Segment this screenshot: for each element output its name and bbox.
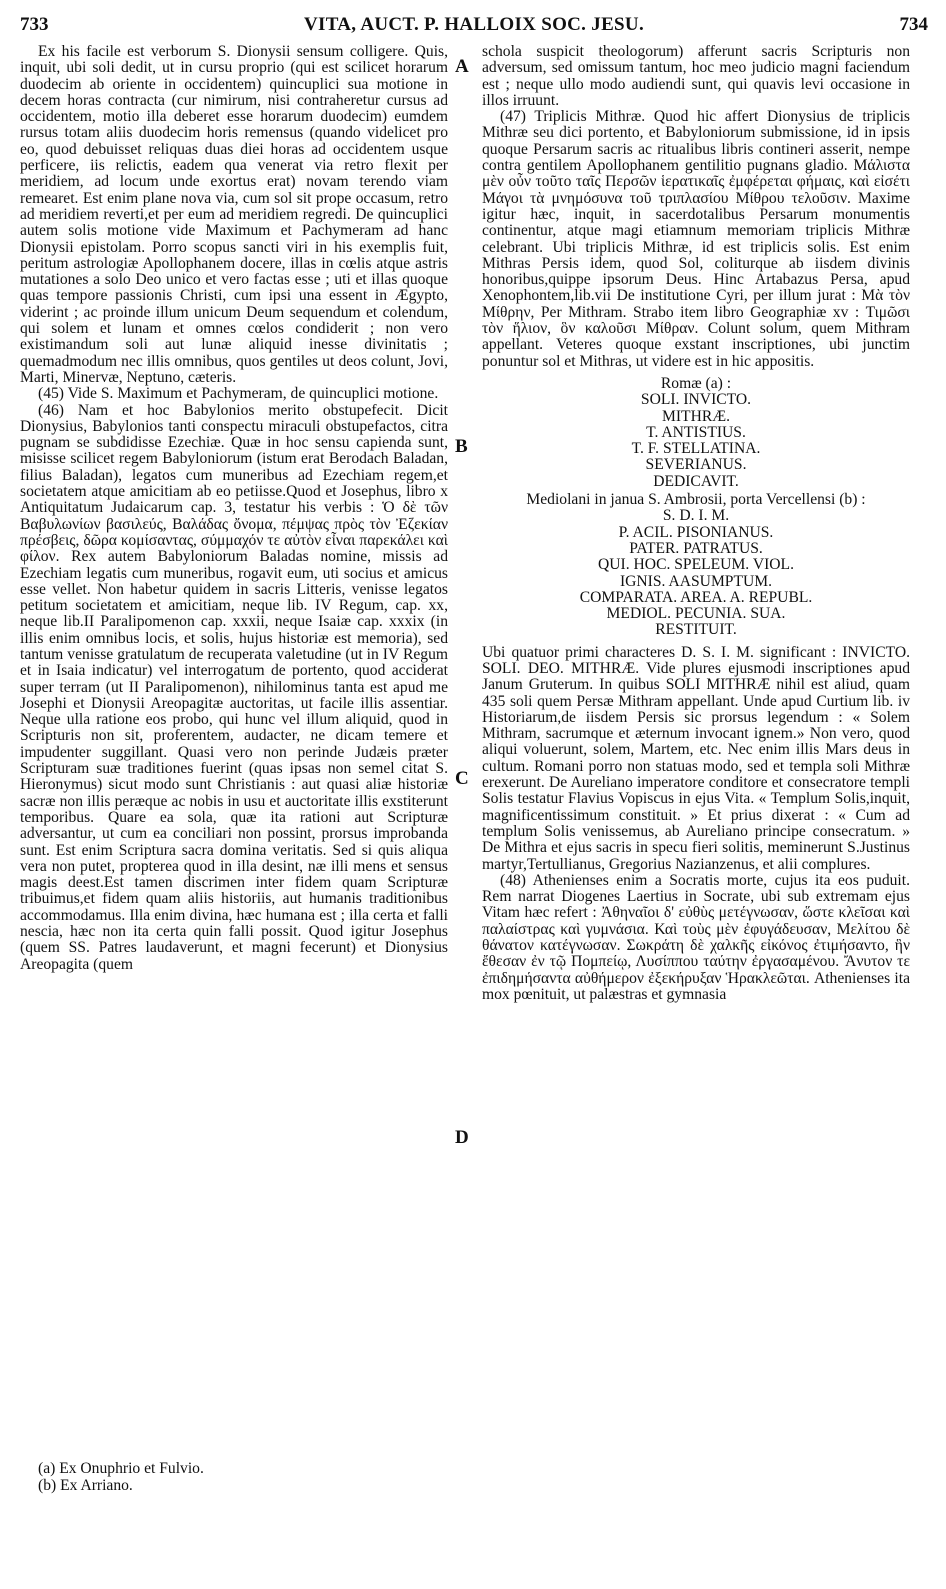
inscription-line: RESTITUIT.	[655, 621, 737, 639]
margin-marker-c: C	[455, 768, 469, 789]
right-page-number: 734	[899, 14, 928, 35]
paragraph: (45) Vide S. Maximum et Pachymeram, de quincuplici motione.	[38, 385, 439, 403]
footnotes	[38, 1460, 204, 1494]
inscription-line: SOLI. INVICTO.	[640, 391, 752, 409]
paragraph: (48) Athenienses enim a Socratis morte, cujus ita eos puduit. Rem narrat Diogenes Laertius in Socrate, ubi sub extremam ejus Vitam hæc refert : Ἀθηναῖοι δ' εὐθὺς μετέγνωσαν, ὥστε κλεῖσαι καὶ παλαίστρας καὶ γυμνάσια. Καὶ τοὺς μὲν ἐφυγάδευσαν, Μελίτου δὲ θάνατον κατέγνωσαν. Σωκράτη δὲ χαλκῆς εἰκόνος ἐτιμήσαντο, ἣν ἔθεσαν ἐν τῷ Πομπείῳ, Λυσίππου ταύτην ἐργασαμένου. Ἄνυτον τε ἐπιδημήσαντα αὐθήμερον ἐξεκήρυξαν Ἡρακλεῶται. Athenienses ita mox pœnituit, ut palæstras et gymnasia	[482, 871, 910, 1003]
inscription-heading: Romæ (a) :	[660, 374, 732, 392]
inscription-line: T. F. STELLATINA.	[631, 440, 761, 458]
paragraph: Ubi quatuor primi characteres D. S. I. M. significant : INVICTO. SOLI. DEO. MITHRÆ. Vide plures ejusmodi inscriptiones apud Janum Gruterum. In quibus SOLI MITHRÆ nihil est aliud, quam 435 soli quem Persæ Mithram appellant. Unde apud Curtium lib. iv Historiarum,de iisdem Persis sic prorsus legendum : « Solem Mithram, sacrumque et æternum invocant ignem.» Non vero, quod aliqui voluerunt, solem, Martem, etc. Nec enim illis Mars deus in cultum. Romani porro non statuas modo, sed et templa soli Mithræ erexerunt. De Aureliano imperatore conditore et consecratore templi Solis testatur Flavius Vopiscus in ejus Vita. « Templum Solis,inquit, magnificentissimum constituit. » Et prius dixerat : « Cum ad templum Solis venissemus, ab Aureliano principe consecratum. » De Mithra et ejus sacris in specu fieri solitis, meminerunt S.Justinus martyr,Tertullianus, Gregorius Nazianzenus, et alii complures.	[482, 643, 910, 873]
inscription-line: S. D. I. M.	[662, 507, 730, 525]
margin-marker-b: B	[455, 436, 468, 457]
inscription-heading: Mediolani in janua S. Ambrosii, porta Vercellensi (b) :	[526, 491, 866, 509]
inscription-milan	[482, 492, 910, 639]
page-header	[20, 14, 928, 38]
inscription-line: T. ANTISTIUS.	[646, 423, 746, 441]
right-column	[482, 44, 910, 1003]
inscription-line: P. ACIL. PISONIANUS.	[618, 523, 774, 541]
inscription-line: IGNIS. AASUMPTUM.	[619, 572, 773, 590]
inscription-line: PATER. PATRATUS.	[629, 539, 763, 557]
footnote: (b) Ex Arriano.	[38, 1477, 133, 1494]
inscription-rome	[482, 376, 910, 490]
left-page-number: 733	[20, 14, 49, 35]
inscription-line: DEDICAVIT.	[653, 472, 739, 490]
inscription-line: MITHRÆ.	[661, 407, 730, 425]
running-title: VITA, AUCT. P. HALLOIX SOC. JESU.	[303, 14, 644, 35]
paragraph: (46) Nam et hoc Babylonios merito obstupefecit. Dicit Dionysius, Babylonios tanti conspectu miraculi obstupefactos, citra pugnam se subdidisse Ezechiæ. Quæ in hoc sensu capienda sunt, misisse scilicet regem Babyloniorum (istum erat Berodach Baladan, filius Baladan), legatos cum muneribus ad Ezechiam regem,et societatem atque amicitiam ab eo petiisse.Quod et Josephus, libro x Antiquitatum Judaicarum cap. 3, testatur his verbis : Ὁ δὲ τῶν Βαβυλωνίων βασιλεύς, Βαλάδας ὄνομα, πέμψας πρὸς τὸν Ἐζεκίαν πρέσβεις, δῶρα κομίσαντας, σύμμαχόν τε αὐτὸν εἶναι παρεκάλει καὶ φίλον. Rex autem Babyloniorum Baladas nomine, missis ad Ezechiam legatis cum muneribus, rogavit eum, uti socius et amicus esse vellet. Non habetur quidem in sacris Litteris, venisse legatos petitum societatem et amicitiam, neque lib. IV Regum, cap. xx, neque lib.II Paralipomenon cap. xxxii, neque Isaiæ cap. xxxix (in illis enim omnibus locis, et solis, hujus historiæ est memoria), sed tantum venisse gratulatum de recuperata valetudine (ut in IV Regum et in Isaia indicatur) vel interrogatum de portento, quod acciderat super terram (ut II Paralipomenon), nihilominus tanta est apud me Josephi et Dionysii Areopagitæ auctoritas, ut facile illis assentiar. Neque ulla ratione eos probo, qui hunc vel illum aliquid, quod in Scripturis non sit, proferentem, audacter, ne dicam temere et impudenter suggillant. Quasi vero non perinde Judæis præter Scripturam suæ traditiones fuerint (quas ipsas non semel citat S. Hieronymus) sicut modo sunt Christianis : aut quasi aliæ historiæ sacræ non illis peræque ac nobis in usu et auctoritate illis exstiterunt temporibus. Quare ea sola, quæ ita rationi aut Scripturæ adversantur, ut cum ea conciliari non possint, prorsus improbanda sunt. Est enim Scriptura sacra domina veritatis. Sed si quis aliqua vera non putet, propterea quod in illa desint, næ illi mens et sensus magis deest.Est tamen discrimen inter fidem quam Scripturæ tribuimus,et fidem quam aliis historiis, aut humanis traditionibus accommodamus. Illa enim divina, hæc humana est ; illa certa et falli nescia, hæc non ita certa quin falli possit. Quod igitur Josephus (quem SS. Patres laudaverunt, et magni fecerunt) et Dionysius Areopagita (quem	[20, 401, 448, 973]
margin-marker-a: A	[455, 56, 469, 77]
paragraph: Ex his facile est verborum S. Dionysii sensum colligere. Quis, inquit, ubi soli dedit, ut in cursu proprio (qui est scilicet horarum duodecim ab oriente in occidentem) quincuplici sua motione in decem horas contracta (cur nimirum, nisi contraheretur cursus ad occidentem, motio illa deberet esse horarum duodecim) eumdem rursus totam aliis duodecim horis remensus (quando videlicet pro eo, quod debuisset reliquas duas diei horas ad occidentem usque perficere, iis relictis, eadem qua venerat via retro flexit per meridiem, ad locum unde exortus erat) novam terendo viam remearet. Est enim plane nova via, cum sol sit prope occasum, retro ad meridiem reverti,et per eum ad meridiem regredi. De quincuplici autem solis motione vide Maximum et Pachymeram ad hanc Dionysii epistolam. Porro scopus sancti viri in his exemplis fuit, peritum astrologiæ Apollophanem docere, illas in cœlis atque astris mutationes a solo Deo unico et vero factas esse ; uti et illas quoque quas tempore passionis Christi, cum ipsi una essent in Ægypto, viderint ; ac proinde illum unicum Deum sequendum et colendum, qui solem et lunam et omnes cœlos condiderit ; non vero existimandum soli aut lunæ aliquid inesse divinitatis ; quemadmodum nec illis omnibus, quos gentiles ut deos colunt, Jovi, Marti, Minervæ, Neptuno, cæteris.	[20, 43, 448, 386]
paragraph: (47) Triplicis Mithræ. Quod hic affert Dionysius de triplicis Mithræ seu dici portento, et Babyloniorum submissione, id in ipsis quoque Persarum sacris ac ritualibus libris contineri asserit, nempe contra gentilem Apollophanem gentilitio pugnans gladio. Μάλιστα μὲν οὖν τοῦτο ταῖς Περσῶν ἱερατικαῖς ἐμφέρεται φήμαις, καὶ εἰσέτι Μάγοι τὰ μνημόσυνα τοῦ τριπλασίου Μίθρου τελοῦσιν. Maxime igitur hæc, inquit, in sacerdotalibus Persarum monumentis continentur, atque magi etiamnum memoriam triplicis Mithræ celebrant. Ubi triplicis Mithræ, id est triplicis solis. Est enim Mithras Persis idem, quod Sol, coliturque ab iisdem divinis honoribus,quippe ipsorum Deus. Hinc Artabazus Persa, apud Xenophontem,lib.vii De institutione Cyri, per illum jurat : Μὰ τὸν Μίθρην, Per Mithram. Strabo item libro Geographiæ xv : Τιμῶσι τὸν ἥλιον, ὃν καλοῦσι Μίθραν. Colunt solum, quem Mithram appellant. Veteres quoque exstant inscriptiones, ubi junctim ponuntur sol et Mithras, ut videre est in hic appositis.	[482, 108, 910, 370]
margin-marker-d: D	[455, 1127, 469, 1148]
left-column	[20, 44, 448, 973]
paragraph: schola suspicit theologorum) afferunt sacris Scripturis non adversum, sed omissum tantum, hoc meo judicio magni faciendum est ; neque ullo modo audiendi sunt, qui quavis levi occasione in illos irruunt.	[482, 43, 910, 109]
footnote: (a) Ex Onuphrio et Fulvio.	[38, 1460, 204, 1477]
inscription-line: QUI. HOC. SPELEUM. VIOL.	[598, 556, 794, 574]
inscription-line: MEDIOL. PECUNIA. SUA.	[606, 605, 786, 623]
inscription-line: COMPARATA. AREA. A. REPUBL.	[579, 588, 813, 606]
inscription-line: SEVERIANUS.	[645, 456, 747, 474]
